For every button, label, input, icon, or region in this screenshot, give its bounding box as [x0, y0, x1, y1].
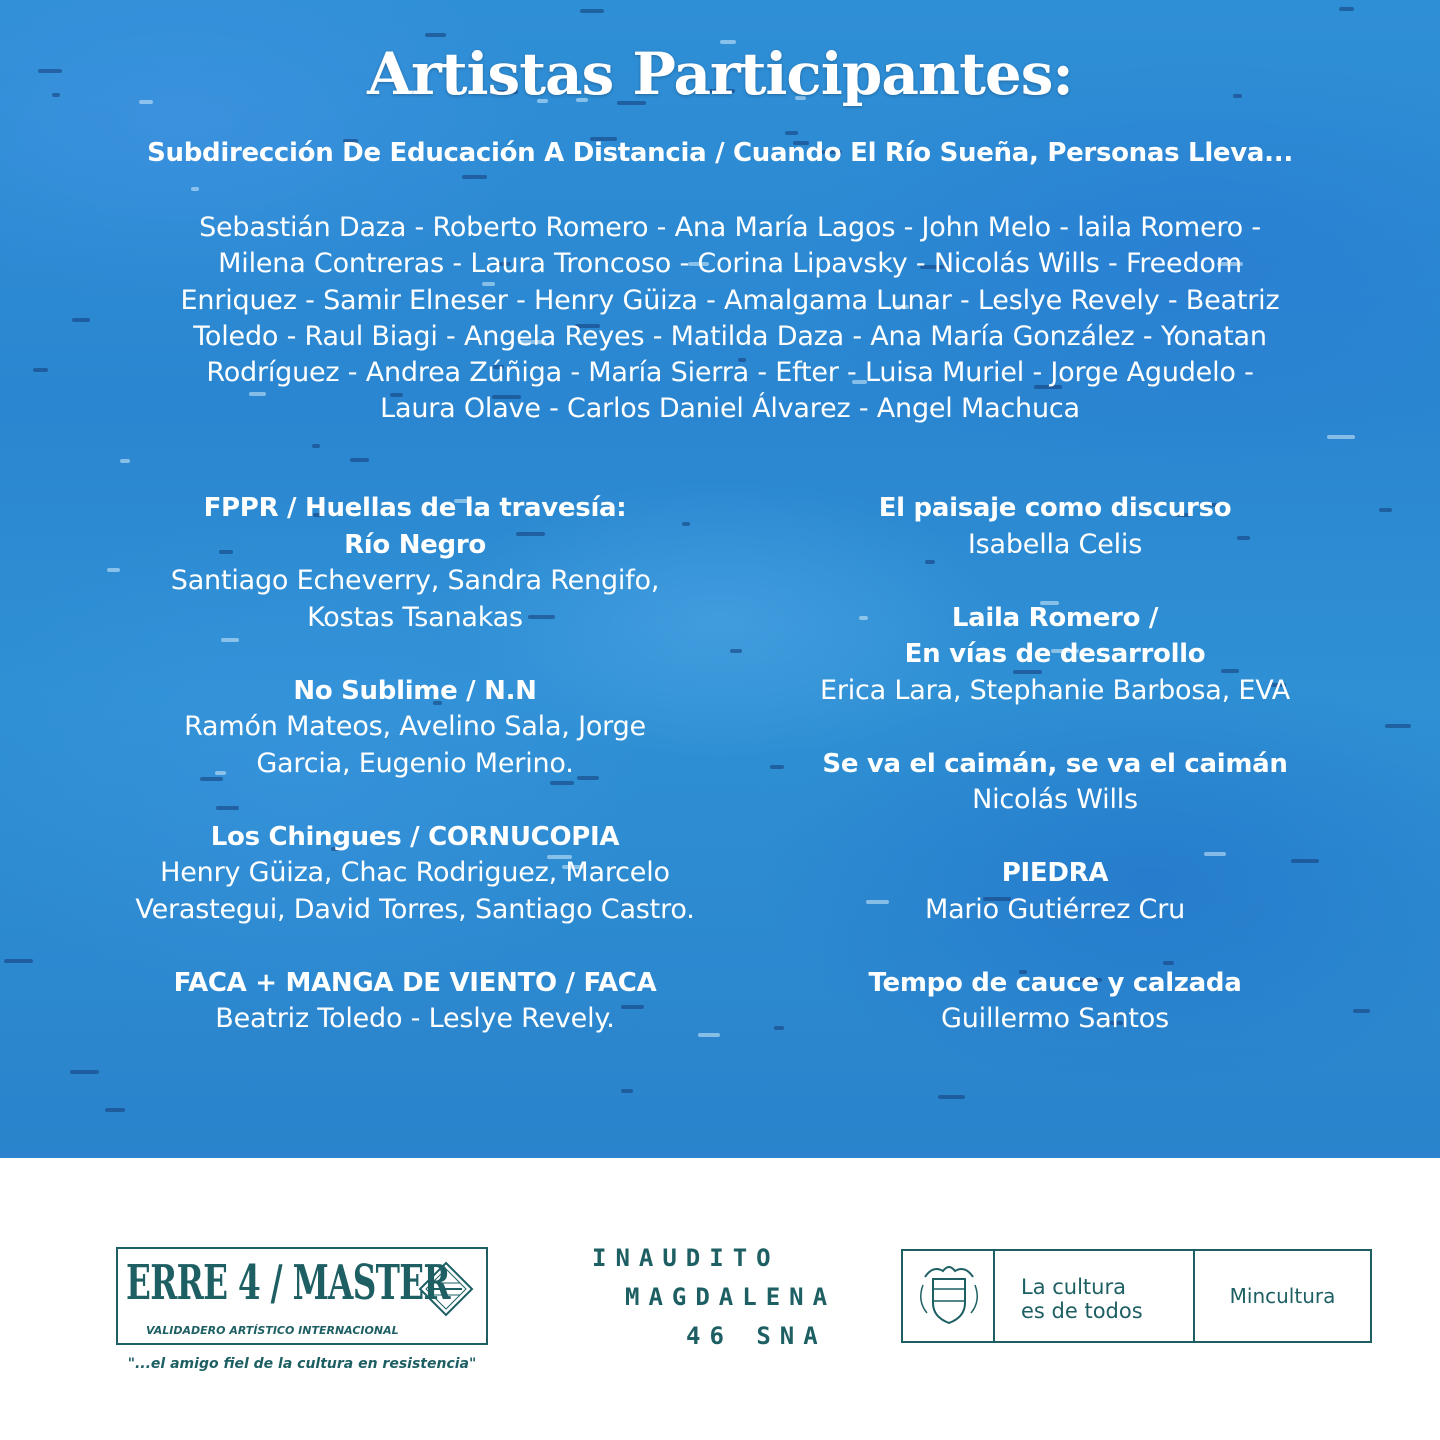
project-artists: Verastegui, David Torres, Santiago Castro. [135, 893, 695, 925]
project-name: Tempo de cauce y calzada [868, 967, 1242, 998]
texture-speck [1327, 435, 1355, 439]
project-block [70, 819, 760, 929]
texture-speck [621, 1089, 633, 1093]
right-column [760, 490, 1350, 1074]
texture-speck [105, 1108, 125, 1112]
project-name: Los Chingues / CORNUCOPIA [210, 821, 620, 852]
inaudito-line-2: MAGDALENA [625, 1283, 837, 1311]
project-name: FACA + MANGA DE VIENTO / FACA [173, 967, 657, 998]
mincultura-logo [901, 1249, 1372, 1343]
texture-speck [1385, 724, 1411, 728]
project-artists: Guillermo Santos [941, 1003, 1169, 1034]
texture-speck [4, 959, 33, 963]
mincultura-slogan [995, 1251, 1195, 1341]
texture-speck [938, 1095, 965, 1099]
project-name: Se va el caimán, se va el caimán [822, 748, 1288, 779]
texture-speck [33, 368, 48, 372]
artist-line: Sebastián Daza - Roberto Romero - Ana María Lagos - John Melo - laila Romero - [199, 212, 1261, 243]
project-artists: Isabella Celis [967, 528, 1143, 560]
texture-speck [462, 175, 487, 179]
texture-speck [1353, 1009, 1370, 1013]
mincultura-name: Mincultura [1229, 1284, 1336, 1308]
project-artists: Mario Gutiérrez Cru [924, 893, 1186, 925]
artist-line: Enriquez - Samir Elneser - Henry Güiza - Amalgama Lunar - Leslye Revely - Beatriz [180, 284, 1280, 316]
project-artists: Kostas Tsanakas [307, 601, 523, 633]
project-artists: Ramón Mateos, Avelino Sala, Jorge [184, 711, 646, 742]
slogan-line-1: La cultura [1021, 1275, 1126, 1299]
project-artists: Garcia, Eugenio Merino. [256, 747, 574, 779]
texture-speck [72, 318, 90, 322]
texture-speck [425, 33, 446, 37]
artist-line: Toledo - Raul Biagi - Angela Reyes - Matilda Daza - Ana María González - Yonatan [193, 320, 1267, 352]
artist-line: Laura Olave - Carlos Daniel Álvarez - Angel Machuca [380, 393, 1080, 425]
left-column [70, 490, 760, 1074]
project-block [760, 855, 1350, 928]
project-block [760, 965, 1350, 1038]
slogan-line-2: es de todos [1021, 1299, 1143, 1323]
project-artists: Nicolás Wills [972, 784, 1138, 815]
project-block [70, 673, 760, 783]
colombia-shield-icon [903, 1251, 995, 1341]
erre-master-logo [116, 1247, 488, 1345]
erre-tagline: "...el amigo fiel de la cultura en resistencia" [127, 1356, 477, 1372]
project-name: No Sublime / N.N [293, 675, 537, 706]
texture-speck [191, 187, 199, 191]
texture-speck [785, 131, 798, 135]
project-block [760, 490, 1350, 563]
project-name: Laila Romero / [951, 602, 1159, 633]
texture-speck [580, 9, 604, 13]
project-name: El paisaje como discurso [878, 493, 1232, 523]
texture-speck [350, 458, 369, 462]
erre-logo-text: ERRE 4 / MASTER [126, 1255, 450, 1311]
project-block [760, 746, 1350, 819]
artist-line: Milena Contreras - Laura Troncoso - Corina Lipavsky - Nicolás Wills - Freedom [218, 248, 1242, 280]
artist-list [100, 210, 1360, 428]
erre-logo-subtitle: VALIDADERO ARTÍSTICO INTERNACIONAL [146, 1324, 399, 1337]
section-subtitle: Subdirección De Educación A Distancia / Cuando El Río Sueña, Personas Lleva... [147, 138, 1293, 168]
project-artists: Henry Güiza, Chac Rodriguez, Marcelo [160, 857, 670, 888]
texture-speck [120, 459, 130, 463]
project-artists: Santiago Echeverry, Sandra Rengifo, [170, 565, 660, 596]
texture-speck [1379, 508, 1392, 512]
project-name: En vías de desarrollo [904, 639, 1206, 669]
project-name: Río Negro [344, 529, 486, 560]
project-block [760, 600, 1350, 710]
diamond-emblem-icon [418, 1261, 474, 1317]
inaudito-line-1: INAUDITO [592, 1244, 780, 1272]
page-title: Artistas Participantes: [367, 40, 1073, 108]
texture-speck [1339, 7, 1354, 11]
inaudito-line-3: 46 SNA [686, 1322, 827, 1350]
project-name: FPPR / Huellas de la travesía: [203, 493, 627, 523]
project-artists: Beatriz Toledo - Leslye Revely. [215, 1003, 615, 1034]
project-block [70, 490, 760, 636]
artist-line: Rodríguez - Andrea Zúñiga - María Sierra - Efter - Luisa Muriel - Jorge Agudelo - [206, 357, 1254, 389]
project-name: PIEDRA [1001, 858, 1109, 888]
project-artists: Erica Lara, Stephanie Barbosa, EVA [819, 674, 1291, 706]
texture-speck [312, 444, 320, 448]
project-block [70, 965, 760, 1038]
